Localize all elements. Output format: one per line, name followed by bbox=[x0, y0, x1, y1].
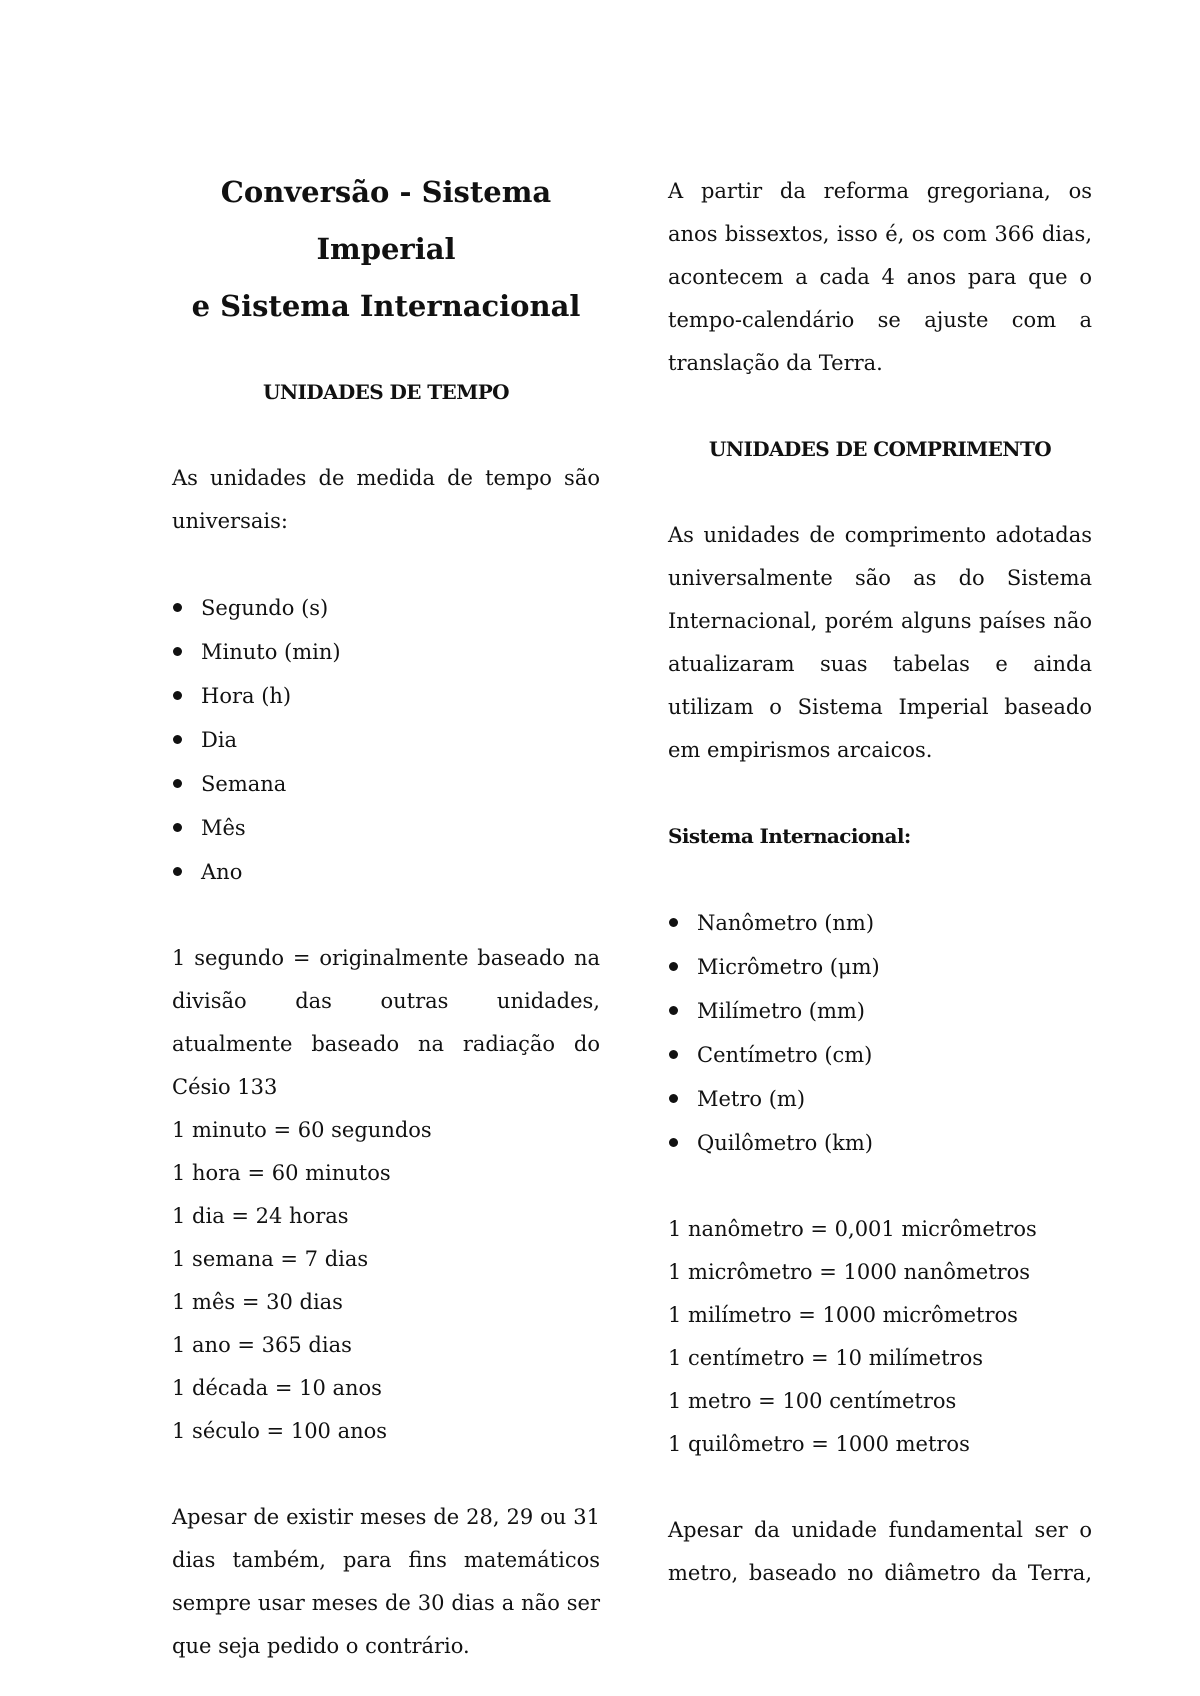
list-item bbox=[668, 1077, 1092, 1121]
list-item-label: Mês bbox=[201, 816, 246, 840]
equivalence-line: 1 minuto = 60 segundos bbox=[172, 1118, 432, 1142]
list-item bbox=[172, 762, 600, 806]
list-item-label: Centímetro (cm) bbox=[697, 1043, 873, 1067]
equivalence-line: 1 hora = 60 minutos bbox=[172, 1161, 391, 1185]
list-item-label: Segundo (s) bbox=[201, 596, 329, 620]
list-item bbox=[172, 850, 600, 894]
list-item bbox=[172, 586, 600, 630]
second-definition: 1 segundo = originalmente baseado na divisão das outras unidades, atualmente baseado na radiação do Césio 133 bbox=[172, 946, 600, 1099]
left-column bbox=[172, 170, 600, 1668]
length-equivalences bbox=[668, 1208, 1092, 1466]
list-item-label: Metro (m) bbox=[697, 1087, 806, 1111]
equivalence-line: 1 metro = 100 centímetros bbox=[668, 1389, 957, 1413]
list-item bbox=[668, 1121, 1092, 1165]
month-note: Apesar de existir meses de 28, 29 ou 31 dias também, para fins matemáticos sempre usar meses de 30 dias a não ser que seja pedido o contrário. bbox=[172, 1505, 600, 1658]
length-units-intro: As unidades de comprimento adotadas universalmente são as do Sistema Internacional, porém alguns países não atualizaram suas tabelas e ainda utilizam o Sistema Imperial baseado em empirismos arcaicos. bbox=[668, 523, 1092, 762]
time-units-list bbox=[172, 586, 600, 894]
list-item bbox=[668, 1033, 1092, 1077]
document-title bbox=[172, 164, 600, 335]
equivalence-line: 1 micrômetro = 1000 nanômetros bbox=[668, 1260, 1031, 1284]
list-item-label: Dia bbox=[201, 728, 238, 752]
bullet-icon bbox=[173, 691, 182, 700]
leap-year-paragraph: A partir da reforma gregoriana, os anos bissextos, isso é, os com 366 dias, acontecem a cada 4 anos para que o tempo-calendário se ajuste com a translação da Terra. bbox=[668, 179, 1092, 375]
list-item-label: Nanômetro (nm) bbox=[697, 911, 875, 935]
list-item-label: Quilômetro (km) bbox=[697, 1131, 873, 1155]
list-item bbox=[172, 718, 600, 762]
si-heading: Sistema Internacional: bbox=[668, 824, 911, 848]
bullet-icon bbox=[669, 1138, 678, 1147]
equivalence-line: 1 nanômetro = 0,001 micrômetros bbox=[668, 1217, 1037, 1241]
time-equivalences bbox=[172, 1109, 600, 1453]
bullet-icon bbox=[173, 603, 182, 612]
list-item bbox=[668, 945, 1092, 989]
list-item-label: Milímetro (mm) bbox=[697, 999, 865, 1023]
list-item bbox=[172, 630, 600, 674]
length-units-heading: UNIDADES DE COMPRIMENTO bbox=[708, 437, 1052, 461]
bullet-icon bbox=[173, 735, 182, 744]
list-item bbox=[172, 674, 600, 718]
list-item bbox=[172, 806, 600, 850]
bullet-icon bbox=[669, 962, 678, 971]
meter-note: Apesar da unidade fundamental ser o metro, baseado no diâmetro da Terra, bbox=[668, 1518, 1092, 1585]
equivalence-line: 1 centímetro = 10 milímetros bbox=[668, 1346, 984, 1370]
equivalence-line: 1 mês = 30 dias bbox=[172, 1290, 343, 1314]
bullet-icon bbox=[669, 1094, 678, 1103]
title-line-1: Conversão - Sistema Imperial bbox=[220, 175, 552, 266]
time-units-heading: UNIDADES DE TEMPO bbox=[262, 380, 509, 404]
length-units-list bbox=[668, 901, 1092, 1165]
bullet-icon bbox=[173, 779, 182, 788]
list-item-label: Minuto (min) bbox=[201, 640, 341, 664]
list-item-label: Semana bbox=[201, 772, 287, 796]
list-item-label: Hora (h) bbox=[201, 684, 292, 708]
title-line-2: e Sistema Internacional bbox=[191, 289, 581, 323]
bullet-icon bbox=[173, 867, 182, 876]
bullet-icon bbox=[173, 823, 182, 832]
equivalence-line: 1 semana = 7 dias bbox=[172, 1247, 369, 1271]
bullet-icon bbox=[173, 647, 182, 656]
equivalence-line: 1 milímetro = 1000 micrômetros bbox=[668, 1303, 1018, 1327]
bullet-icon bbox=[669, 918, 678, 927]
equivalence-line: 1 década = 10 anos bbox=[172, 1376, 382, 1400]
right-column bbox=[668, 170, 1092, 1595]
list-item-label: Micrômetro (μm) bbox=[697, 955, 880, 979]
equivalence-line: 1 século = 100 anos bbox=[172, 1419, 388, 1443]
list-item bbox=[668, 989, 1092, 1033]
bullet-icon bbox=[669, 1006, 678, 1015]
list-item bbox=[668, 901, 1092, 945]
time-units-intro: As unidades de medida de tempo são universais: bbox=[172, 466, 600, 533]
equivalence-line: 1 ano = 365 dias bbox=[172, 1333, 352, 1357]
bullet-icon bbox=[669, 1050, 678, 1059]
list-item-label: Ano bbox=[201, 860, 243, 884]
equivalence-line: 1 dia = 24 horas bbox=[172, 1204, 349, 1228]
equivalence-line: 1 quilômetro = 1000 metros bbox=[668, 1432, 970, 1456]
